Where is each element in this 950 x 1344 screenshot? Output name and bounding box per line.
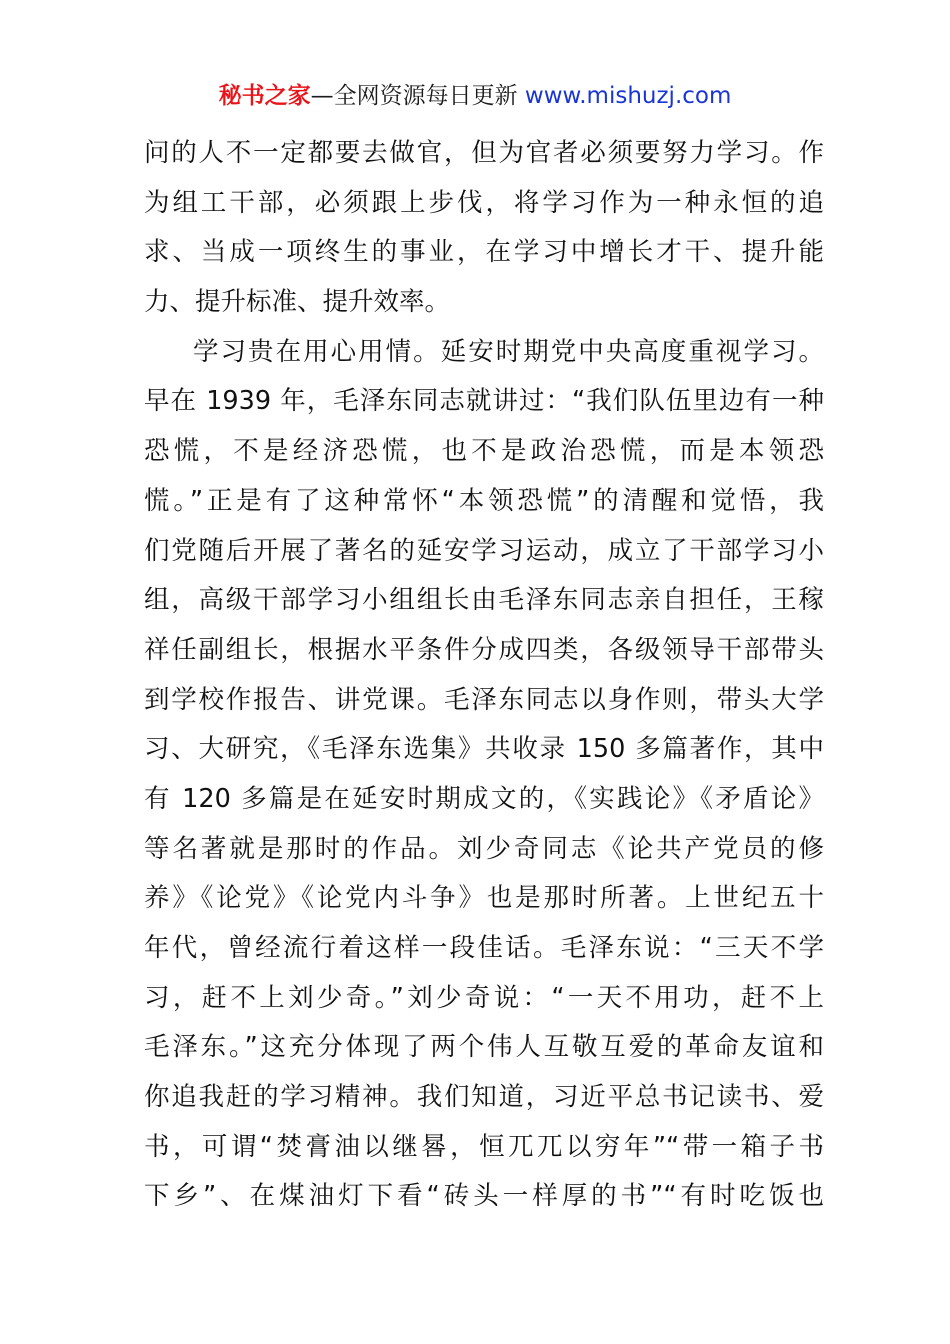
- text-line: 年代，曾经流行着这样一段佳话。毛泽东说：“三天不学: [144, 933, 824, 963]
- text-line: 问的人不一定都要去做官，但为官者必须要努力学习。作: [144, 138, 824, 168]
- text-line: 恐慌，不是经济恐慌，也不是政治恐慌，而是本领恐: [144, 436, 824, 467]
- text-line: 祥任副组长，根据水平条件分成四类，各级领导干部带头: [144, 634, 824, 665]
- header-tagline: —全网资源每日更新: [310, 83, 525, 109]
- site-url-link[interactable]: www.mishuzj.com: [524, 83, 732, 109]
- text-line: 求、当成一项终生的事业，在学习中增长才干、提升能: [144, 237, 824, 268]
- paragraph-first-line: 学习贵在用心用情。延安时期党中央高度重视学习。: [193, 336, 824, 367]
- text-line: 力、提升标准、提升效率。: [144, 287, 451, 318]
- text-line: 早在 1939 年，毛泽东同志就讲过：“我们队伍里边有一种: [144, 386, 824, 417]
- text-line: 书，可谓“焚膏油以继晷，恒兀兀以穷年”“带一箱子书: [144, 1131, 824, 1162]
- site-header: [0, 79, 950, 113]
- text-line: 为组工干部，必须跟上步伐，将学习作为一种永恒的追: [144, 187, 824, 218]
- text-line: 组，高级干部学习小组组长由毛泽东同志亲自担任，王稼: [144, 585, 824, 616]
- text-line: 你追我赶的学习精神。我们知道，习近平总书记读书、爱: [144, 1082, 824, 1113]
- text-line: 下乡”、在煤油灯下看“砖头一样厚的书”“有时吃饭也: [144, 1181, 824, 1212]
- document-body: [144, 129, 824, 1222]
- text-line: 们党随后开展了著名的延安学习运动，成立了干部学习小: [144, 535, 824, 566]
- text-line: 习、大研究，《毛泽东选集》共收录 150 多篇著作，其中: [144, 734, 824, 765]
- text-line: 到学校作报告、讲党课。毛泽东同志以身作则，带头大学: [144, 684, 824, 715]
- text-line: 有 120 多篇是在延安时期成文的，《实践论》《矛盾论》: [144, 783, 824, 814]
- brand-name: 秘书之家: [218, 83, 311, 109]
- text-line: 养》《论党》《论党内斗争》也是那时所著。上世纪五十: [144, 883, 824, 914]
- text-line: 习，赶不上刘少奇。”刘少奇说：“一天不用功，赶不上: [144, 982, 824, 1013]
- text-line: 等名著就是那时的作品。刘少奇同志《论共产党员的修: [144, 833, 824, 864]
- text-line: 慌。”正是有了这种常怀“本领恐慌”的清醒和觉悟，我: [144, 485, 824, 516]
- text-line: 毛泽东。”这充分体现了两个伟人互敬互爱的革命友谊和: [144, 1032, 824, 1063]
